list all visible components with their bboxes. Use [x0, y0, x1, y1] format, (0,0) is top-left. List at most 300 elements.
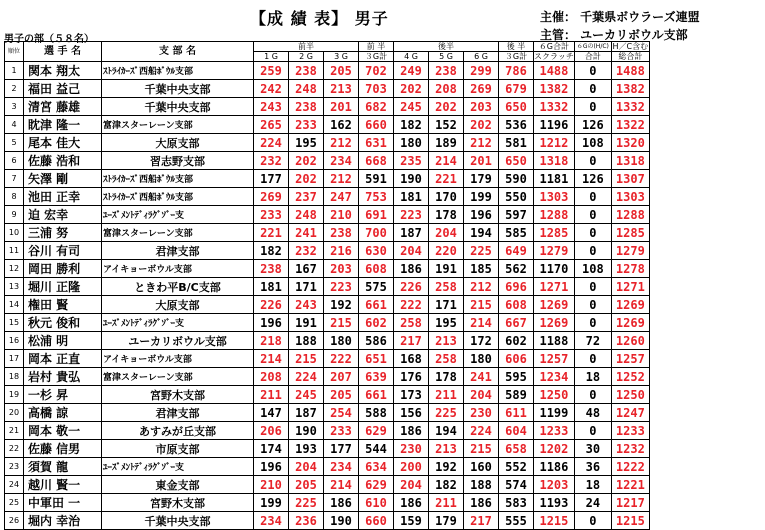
- first-half-total: 668: [359, 152, 394, 170]
- first-half-total: 544: [359, 440, 394, 458]
- scratch-total: 1269: [534, 314, 575, 332]
- grand-total: 1217: [611, 494, 649, 512]
- club-name: ﾕｰｽﾞﾒﾝﾄﾃﾞｨﾗｸﾞｿﾞｰ支: [102, 206, 254, 224]
- game-1-score: 196: [254, 458, 289, 476]
- scratch-total: 1250: [534, 386, 575, 404]
- game-6-score: 214: [464, 314, 499, 332]
- scratch-total: 1382: [534, 80, 575, 98]
- grand-total: 1215: [611, 512, 649, 530]
- club-name: 富津スターレーン支部: [102, 224, 254, 242]
- club-name: アイキョーボウル支部: [102, 350, 254, 368]
- table-row: [5, 278, 650, 296]
- game-4-score: 258: [394, 314, 429, 332]
- player-name: 矢澤 剛: [24, 170, 102, 188]
- grand-total: 1279: [611, 242, 649, 260]
- game-2-score: 167: [289, 260, 324, 278]
- handicap-total: 0: [574, 62, 611, 80]
- club-name: ユーカリボウル支部: [102, 332, 254, 350]
- game-3-score: 223: [324, 278, 359, 296]
- game-2-score: 238: [289, 98, 324, 116]
- grand-total: 1260: [611, 332, 649, 350]
- grand-total: 1222: [611, 458, 649, 476]
- hdcp-header: ６Gの(H/C): [574, 42, 611, 52]
- club-name: 君津支部: [102, 404, 254, 422]
- club-name: 習志野支部: [102, 152, 254, 170]
- game-5-score: 258: [429, 278, 464, 296]
- second-half-total: 696: [499, 278, 534, 296]
- game-1-score: 234: [254, 512, 289, 530]
- handicap-total: 108: [574, 134, 611, 152]
- table-row: [5, 296, 650, 314]
- game-2-score: 248: [289, 206, 324, 224]
- first-half-total: 630: [359, 242, 394, 260]
- handicap-total: 0: [574, 278, 611, 296]
- scratch-total: 1269: [534, 296, 575, 314]
- game-3-score: 234: [324, 458, 359, 476]
- grand-total: 1252: [611, 368, 649, 386]
- game-6-score: 172: [464, 332, 499, 350]
- table-row: [5, 242, 650, 260]
- rank-cell: 14: [5, 296, 24, 314]
- table-row: [5, 260, 650, 278]
- game-6-score: 203: [464, 98, 499, 116]
- game-6-header: 6 G: [464, 52, 499, 62]
- scratch-total: 1215: [534, 512, 575, 530]
- game-4-score: 204: [394, 476, 429, 494]
- scratch-total: 1332: [534, 98, 575, 116]
- rank-cell: 8: [5, 188, 24, 206]
- scratch-header: ６G合計: [534, 42, 575, 52]
- handicap-total: 0: [574, 224, 611, 242]
- club-name: 君津支部: [102, 242, 254, 260]
- rank-cell: 2: [5, 80, 24, 98]
- game-4-score: 187: [394, 224, 429, 242]
- first-half-total: 629: [359, 422, 394, 440]
- game-2-score: 238: [289, 62, 324, 80]
- second-half-total: 550: [499, 188, 534, 206]
- game-1-score: 226: [254, 296, 289, 314]
- scratch-total: 1271: [534, 278, 575, 296]
- table-row: [5, 512, 650, 530]
- game-5-score: 214: [429, 152, 464, 170]
- first-half-total: 575: [359, 278, 394, 296]
- game-1-score: 269: [254, 188, 289, 206]
- first-half-total: 586: [359, 332, 394, 350]
- game-2-score: 191: [289, 314, 324, 332]
- game-1-score: 238: [254, 260, 289, 278]
- scratch-total: 1234: [534, 368, 575, 386]
- club-name: 千葉中央支部: [102, 98, 254, 116]
- first-half-total: 634: [359, 458, 394, 476]
- handicap-total: 0: [574, 422, 611, 440]
- second-half-total: 604: [499, 422, 534, 440]
- rank-cell: 1: [5, 62, 24, 80]
- handicap-total: 126: [574, 116, 611, 134]
- game-1-score: 265: [254, 116, 289, 134]
- game-3-score: 180: [324, 332, 359, 350]
- second-half-total: 679: [499, 80, 534, 98]
- grand-total: 1278: [611, 260, 649, 278]
- total-subheader: 総合計: [611, 52, 649, 62]
- game-5-score: 220: [429, 242, 464, 260]
- game-1-score: 232: [254, 152, 289, 170]
- game-2-score: 224: [289, 368, 324, 386]
- game-1-score: 259: [254, 62, 289, 80]
- game-6-score: 199: [464, 188, 499, 206]
- scratch-total: 1202: [534, 440, 575, 458]
- rank-cell: 4: [5, 116, 24, 134]
- club-name: あすみが丘支部: [102, 422, 254, 440]
- scratch-total: 1279: [534, 242, 575, 260]
- first-half-total: 608: [359, 260, 394, 278]
- player-name: 岡本 敬一: [24, 422, 102, 440]
- player-name: 堀内 幸治: [24, 512, 102, 530]
- rank-cell: 9: [5, 206, 24, 224]
- game-5-score: 189: [429, 134, 464, 152]
- game-1-score: 196: [254, 314, 289, 332]
- handicap-total: 0: [574, 350, 611, 368]
- game-6-score: 180: [464, 350, 499, 368]
- score-table: [4, 41, 650, 530]
- scratch-total: 1181: [534, 170, 575, 188]
- game-3-score: 162: [324, 116, 359, 134]
- first-half-total: 629: [359, 476, 394, 494]
- grand-total: 1288: [611, 206, 649, 224]
- second-half-total: 590: [499, 170, 534, 188]
- first-half-total: 700: [359, 224, 394, 242]
- grand-total: 1233: [611, 422, 649, 440]
- scratch-total: 1196: [534, 116, 575, 134]
- game-1-score: 199: [254, 494, 289, 512]
- second-half-total: 649: [499, 242, 534, 260]
- game-4-score: 186: [394, 494, 429, 512]
- game-6-score: 160: [464, 458, 499, 476]
- player-name: 須賀 龍: [24, 458, 102, 476]
- game-6-score: 194: [464, 224, 499, 242]
- table-row: [5, 314, 650, 332]
- scratch-total: 1193: [534, 494, 575, 512]
- game-4-score: 217: [394, 332, 429, 350]
- game-4-score: 245: [394, 98, 429, 116]
- game-6-score: 215: [464, 296, 499, 314]
- game-2-score: 241: [289, 224, 324, 242]
- first-half-total: 651: [359, 350, 394, 368]
- game-2-score: 232: [289, 242, 324, 260]
- game-4-score: 190: [394, 170, 429, 188]
- grand-total: 1322: [611, 116, 649, 134]
- table-row: [5, 170, 650, 188]
- second-half-total: 555: [499, 512, 534, 530]
- rank-cell: 17: [5, 350, 24, 368]
- grand-total: 1318: [611, 152, 649, 170]
- second-half-total: 608: [499, 296, 534, 314]
- first-half-total-header: 前 半: [359, 42, 394, 52]
- table-row: [5, 98, 650, 116]
- game-5-score: 202: [429, 98, 464, 116]
- grand-total: 1488: [611, 62, 649, 80]
- game-3-score: 234: [324, 152, 359, 170]
- game-1-score: 211: [254, 386, 289, 404]
- first-half-total: 661: [359, 386, 394, 404]
- game-4-score: 180: [394, 134, 429, 152]
- second-half-total: 597: [499, 206, 534, 224]
- second-half-total: 667: [499, 314, 534, 332]
- club-header: 支 部 名: [102, 42, 254, 62]
- game-1-score: 208: [254, 368, 289, 386]
- table-row: [5, 422, 650, 440]
- game-4-score: 202: [394, 80, 429, 98]
- game-6-score: 224: [464, 422, 499, 440]
- game-4-score: 182: [394, 116, 429, 134]
- player-name: 関本 翔太: [24, 62, 102, 80]
- game-6-score: 269: [464, 80, 499, 98]
- first-half-total: 610: [359, 494, 394, 512]
- game-4-score: 235: [394, 152, 429, 170]
- grand-total: 1221: [611, 476, 649, 494]
- club-name: 大原支部: [102, 296, 254, 314]
- game-6-score: 204: [464, 386, 499, 404]
- club-name: 宮野木支部: [102, 494, 254, 512]
- second-half-total-header: 後 半: [499, 42, 534, 52]
- game-5-header: 5 G: [429, 52, 464, 62]
- handicap-total: 0: [574, 98, 611, 116]
- name-header: 選 手 名: [24, 42, 102, 62]
- game-4-score: 222: [394, 296, 429, 314]
- rank-cell: 21: [5, 422, 24, 440]
- rank-cell: 25: [5, 494, 24, 512]
- game-5-score: 194: [429, 422, 464, 440]
- first-half-total: 661: [359, 296, 394, 314]
- first-half-total: 691: [359, 206, 394, 224]
- player-name: 高橋 諒: [24, 404, 102, 422]
- table-row: [5, 440, 650, 458]
- first-half-header: 前半: [254, 42, 359, 52]
- second-half-total: 552: [499, 458, 534, 476]
- second-half-total: 574: [499, 476, 534, 494]
- game-3-score: 177: [324, 440, 359, 458]
- game-3-header: 3 G: [324, 52, 359, 62]
- game-6-score: 186: [464, 494, 499, 512]
- game-4-score: 159: [394, 512, 429, 530]
- game-4-score: 204: [394, 242, 429, 260]
- game-2-score: 204: [289, 458, 324, 476]
- game-6-score: 185: [464, 260, 499, 278]
- game-4-score: 168: [394, 350, 429, 368]
- grand-total: 1269: [611, 296, 649, 314]
- rank-cell: 26: [5, 512, 24, 530]
- game-1-score: 242: [254, 80, 289, 98]
- player-name: 尾本 佳大: [24, 134, 102, 152]
- game-1-score: 147: [254, 404, 289, 422]
- grand-total: 1307: [611, 170, 649, 188]
- game-2-score: 245: [289, 386, 324, 404]
- handicap-total: 48: [574, 404, 611, 422]
- game-3-score: 207: [324, 368, 359, 386]
- player-name: 権田 賢: [24, 296, 102, 314]
- game-5-score: 192: [429, 458, 464, 476]
- handicap-total: 72: [574, 332, 611, 350]
- game-3-score: 190: [324, 512, 359, 530]
- table-row: [5, 62, 650, 80]
- game-5-score: 213: [429, 332, 464, 350]
- rank-cell: 16: [5, 332, 24, 350]
- game-6-score: 299: [464, 62, 499, 80]
- player-name: 福田 益己: [24, 80, 102, 98]
- handicap-total: 30: [574, 440, 611, 458]
- scratch-total: 1203: [534, 476, 575, 494]
- scratch-total: 1303: [534, 188, 575, 206]
- first-half-total: 631: [359, 134, 394, 152]
- table-row: [5, 404, 650, 422]
- game-6-score: 217: [464, 512, 499, 530]
- game-6-score: 179: [464, 170, 499, 188]
- handicap-total: 18: [574, 368, 611, 386]
- second-half-total: 536: [499, 116, 534, 134]
- table-row: [5, 494, 650, 512]
- handicap-total: 0: [574, 242, 611, 260]
- rank-cell: 22: [5, 440, 24, 458]
- first-half-total: 591: [359, 170, 394, 188]
- second-half-total: 583: [499, 494, 534, 512]
- game-3-score: 215: [324, 314, 359, 332]
- game-5-score: 195: [429, 314, 464, 332]
- first-half-total-subheader: ３G計: [359, 52, 394, 62]
- rank-header: 順位: [5, 42, 24, 62]
- rank-cell: 11: [5, 242, 24, 260]
- page-title: 【成 績 表】 男子: [250, 9, 389, 28]
- game-2-score: 187: [289, 404, 324, 422]
- game-3-score: 233: [324, 422, 359, 440]
- game-1-score: 243: [254, 98, 289, 116]
- club-name: 千葉中央支部: [102, 512, 254, 530]
- game-5-score: 211: [429, 386, 464, 404]
- player-name: 越川 賢一: [24, 476, 102, 494]
- handicap-total: 0: [574, 80, 611, 98]
- club-name: ｽﾄﾗｲｶｰｽﾞ西船ﾎﾞｳﾙ支部: [102, 170, 254, 188]
- club-name: 富津スターレーン支部: [102, 116, 254, 134]
- player-name: 眈津 隆一: [24, 116, 102, 134]
- game-3-score: 213: [324, 80, 359, 98]
- game-4-score: 223: [394, 206, 429, 224]
- club-name: 大原支部: [102, 134, 254, 152]
- game-1-score: 210: [254, 476, 289, 494]
- game-3-score: 205: [324, 386, 359, 404]
- grand-total: 1250: [611, 386, 649, 404]
- rank-cell: 19: [5, 386, 24, 404]
- grand-total: 1285: [611, 224, 649, 242]
- game-4-score: 173: [394, 386, 429, 404]
- game-6-score: 202: [464, 116, 499, 134]
- club-name: ﾕｰｽﾞﾒﾝﾄﾃﾞｨﾗｸﾞｿﾞｰ支: [102, 458, 254, 476]
- game-2-score: 193: [289, 440, 324, 458]
- game-4-header: 4 G: [394, 52, 429, 62]
- game-6-score: 230: [464, 404, 499, 422]
- table-row: [5, 368, 650, 386]
- game-3-score: 186: [324, 494, 359, 512]
- game-5-score: 221: [429, 170, 464, 188]
- player-name: 清宮 藤雄: [24, 98, 102, 116]
- handicap-total: 24: [574, 494, 611, 512]
- first-half-total: 588: [359, 404, 394, 422]
- game-5-score: 258: [429, 350, 464, 368]
- game-1-score: 177: [254, 170, 289, 188]
- grand-total: 1332: [611, 98, 649, 116]
- table-row: [5, 80, 650, 98]
- grand-total: 1271: [611, 278, 649, 296]
- second-half-total: 611: [499, 404, 534, 422]
- player-name: 岩村 貴弘: [24, 368, 102, 386]
- game-5-score: 238: [429, 62, 464, 80]
- game-1-score: 174: [254, 440, 289, 458]
- game-2-score: 237: [289, 188, 324, 206]
- host-label: 主催： 千葉県ボウラーズ連盟: [540, 10, 700, 24]
- second-half-total: 650: [499, 98, 534, 116]
- game-2-score: 171: [289, 278, 324, 296]
- game-4-score: 226: [394, 278, 429, 296]
- game-1-score: 224: [254, 134, 289, 152]
- game-5-score: 170: [429, 188, 464, 206]
- club-name: 宮野木支部: [102, 386, 254, 404]
- rank-cell: 10: [5, 224, 24, 242]
- handicap-total: 18: [574, 476, 611, 494]
- game-2-score: 190: [289, 422, 324, 440]
- game-3-score: 201: [324, 98, 359, 116]
- table-header: [5, 42, 650, 62]
- game-4-score: 156: [394, 404, 429, 422]
- division-label: 男子の部（５８名）: [4, 34, 94, 45]
- table-row: [5, 134, 650, 152]
- organizer-label: 主管： ユーカリボウル支部: [540, 28, 688, 42]
- second-half-total: 602: [499, 332, 534, 350]
- player-name: 松浦 明: [24, 332, 102, 350]
- scratch-total: 1233: [534, 422, 575, 440]
- scratch-total: 1188: [534, 332, 575, 350]
- handicap-total: 0: [574, 188, 611, 206]
- game-5-score: 152: [429, 116, 464, 134]
- grand-total: 1232: [611, 440, 649, 458]
- second-half-total: 650: [499, 152, 534, 170]
- second-half-total: 786: [499, 62, 534, 80]
- first-half-total: 660: [359, 512, 394, 530]
- table-row: [5, 332, 650, 350]
- game-5-score: 171: [429, 296, 464, 314]
- total-header: H／C含む: [612, 42, 649, 51]
- rank-cell: 24: [5, 476, 24, 494]
- game-3-score: 203: [324, 260, 359, 278]
- game-1-score: 218: [254, 332, 289, 350]
- second-half-total: 585: [499, 224, 534, 242]
- club-name: ｽﾄﾗｲｶｰｽﾞ西船ﾎﾞｳﾙ支部: [102, 188, 254, 206]
- handicap-total: 0: [574, 512, 611, 530]
- game-4-score: 186: [394, 260, 429, 278]
- grand-total: 1382: [611, 80, 649, 98]
- scratch-total: 1288: [534, 206, 575, 224]
- first-half-total: 602: [359, 314, 394, 332]
- player-name: 池田 正幸: [24, 188, 102, 206]
- club-name: 市原支部: [102, 440, 254, 458]
- club-name: ときわ平B/C支部: [102, 278, 254, 296]
- game-2-score: 188: [289, 332, 324, 350]
- game-3-score: 222: [324, 350, 359, 368]
- table-row: [5, 458, 650, 476]
- game-2-score: 195: [289, 134, 324, 152]
- rank-cell: 3: [5, 98, 24, 116]
- club-name: 富津スターレーン支部: [102, 368, 254, 386]
- table-row: [5, 206, 650, 224]
- second-half-total: 595: [499, 368, 534, 386]
- game-3-score: 238: [324, 224, 359, 242]
- game-5-score: 208: [429, 80, 464, 98]
